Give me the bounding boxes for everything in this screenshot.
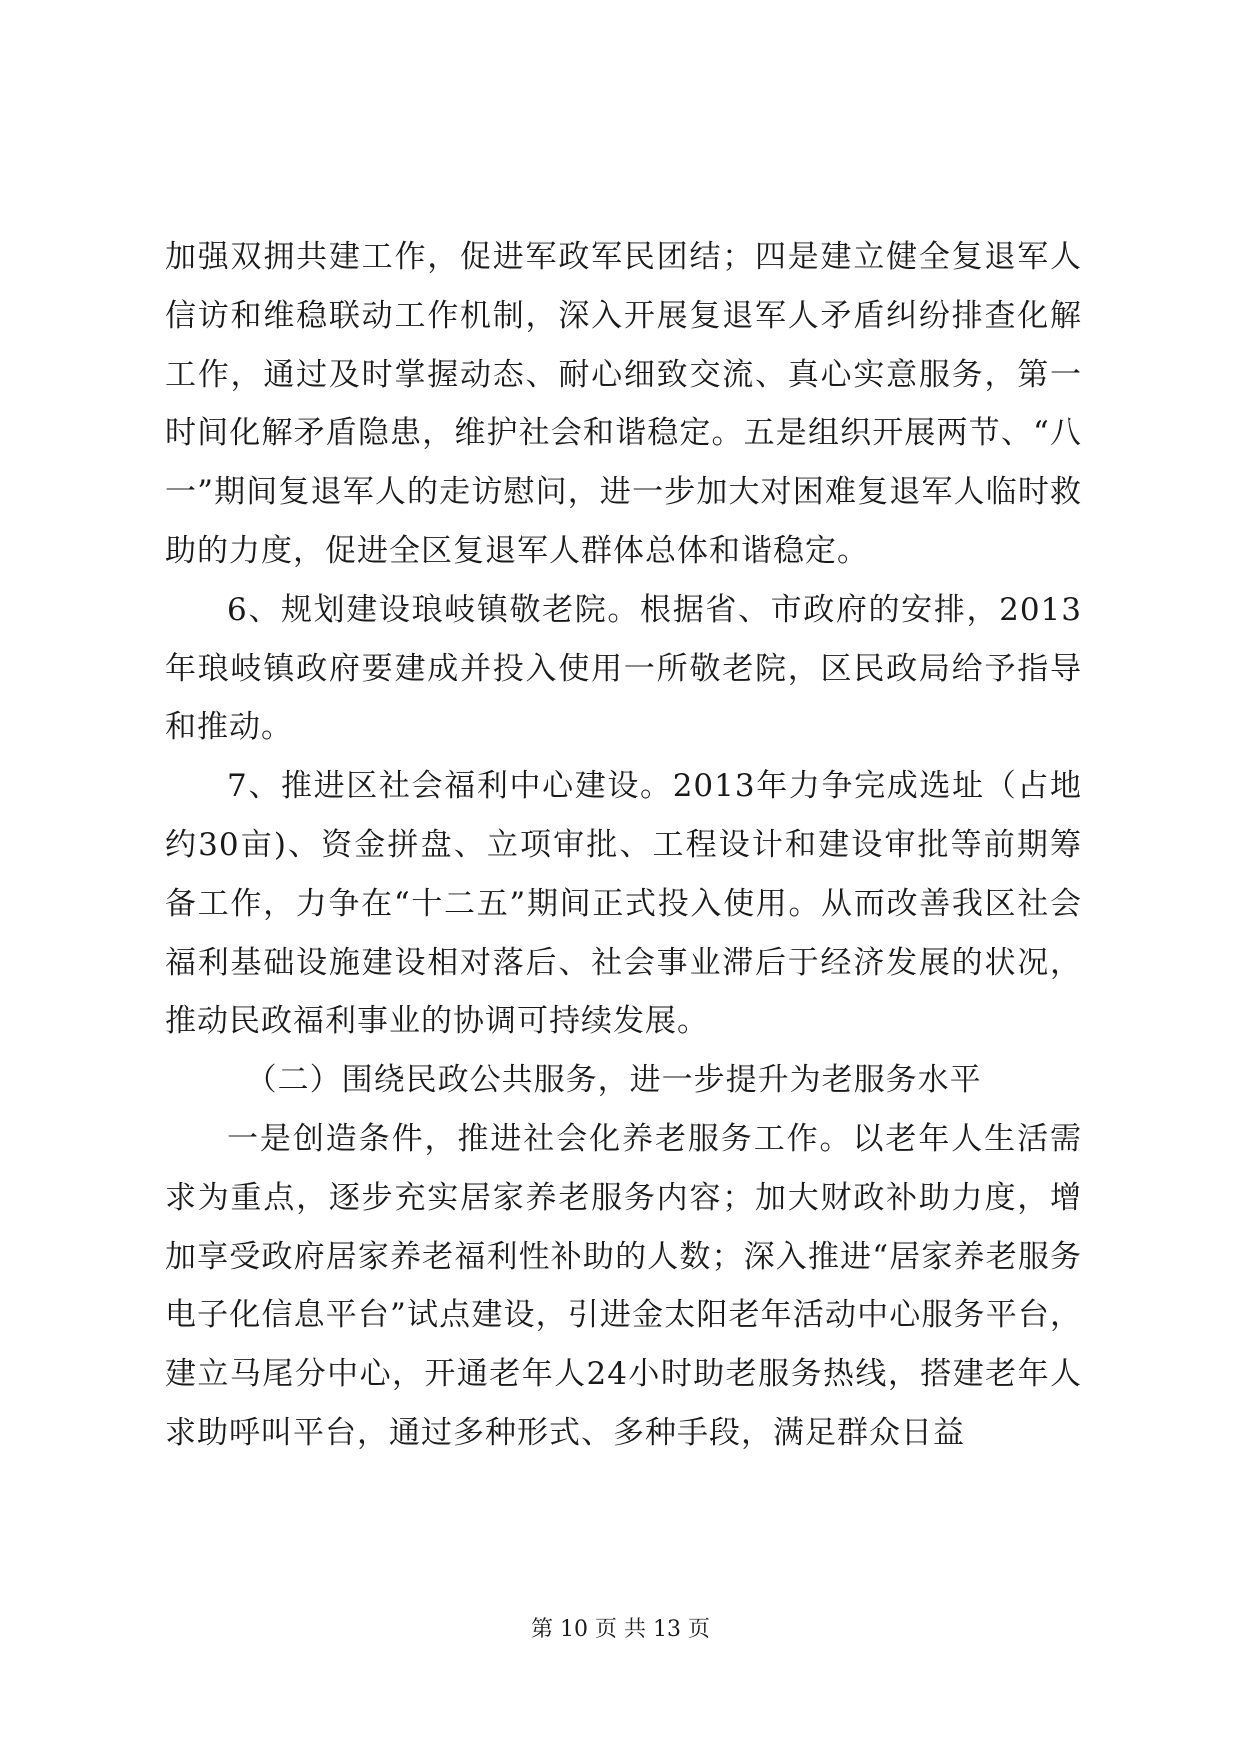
body-text bbox=[165, 228, 1082, 1463]
paragraph-elderly-services: 一是创造条件，推进社会化养老服务工作。以老年人生活需求为重点，逐步充实居家养老服务内容；加大财政补助力度，增加享受政府居家养老福利性补助的人数；深入推进“居家养老服务电子化信息平台”试点建设，引进金太阳老年活动中心服务平台，建立马尾分中心，开通老年人24小时助老服务热线，搭建老年人求助呼叫平台，通过多种形式、多种手段，满足群众日益 bbox=[165, 1120, 1082, 1451]
page-footer bbox=[0, 1612, 1241, 1643]
paragraph-item-6: 6、规划建设琅岐镇敬老院。根据省、市政府的安排，2013年琅岐镇政府要建成并投入使用一所敬老院，区民政局给予指导和推动。 bbox=[165, 591, 1082, 746]
paragraph-continuation: 加强双拥共建工作，促进军政军民团结；四是建立健全复退军人信访和维稳联动工作机制，深入开展复退军人矛盾纠纷排查化解工作，通过及时掌握动态、耐心细致交流、真心实意服务，第一时间化解矛盾隐患，维护社会和谐稳定。五是组织开展两节、“八一”期间复退军人的走访慰问，进一步加大对困难复退军人临时救助的力度，促进全区复退军人群体总体和谐稳定。 bbox=[165, 239, 1082, 569]
section-heading: （二）围绕民政公共服务，进一步提升为老服务水平 bbox=[245, 1062, 982, 1099]
paragraph-item-7: 7、推进区社会福利中心建设。2013年力争完成选址（占地约30亩)、资金拼盘、立项审批、工程设计和建设审批等前期筹备工作，力争在“十二五”期间正式投入使用。从而改善我区社会福利基础设施建设相对落后、社会事业滞后于经济发展的状况，推动民政福利事业的协调可持续发展。 bbox=[165, 768, 1082, 1040]
page-number: 第 10 页 共 13 页 bbox=[531, 1617, 710, 1642]
